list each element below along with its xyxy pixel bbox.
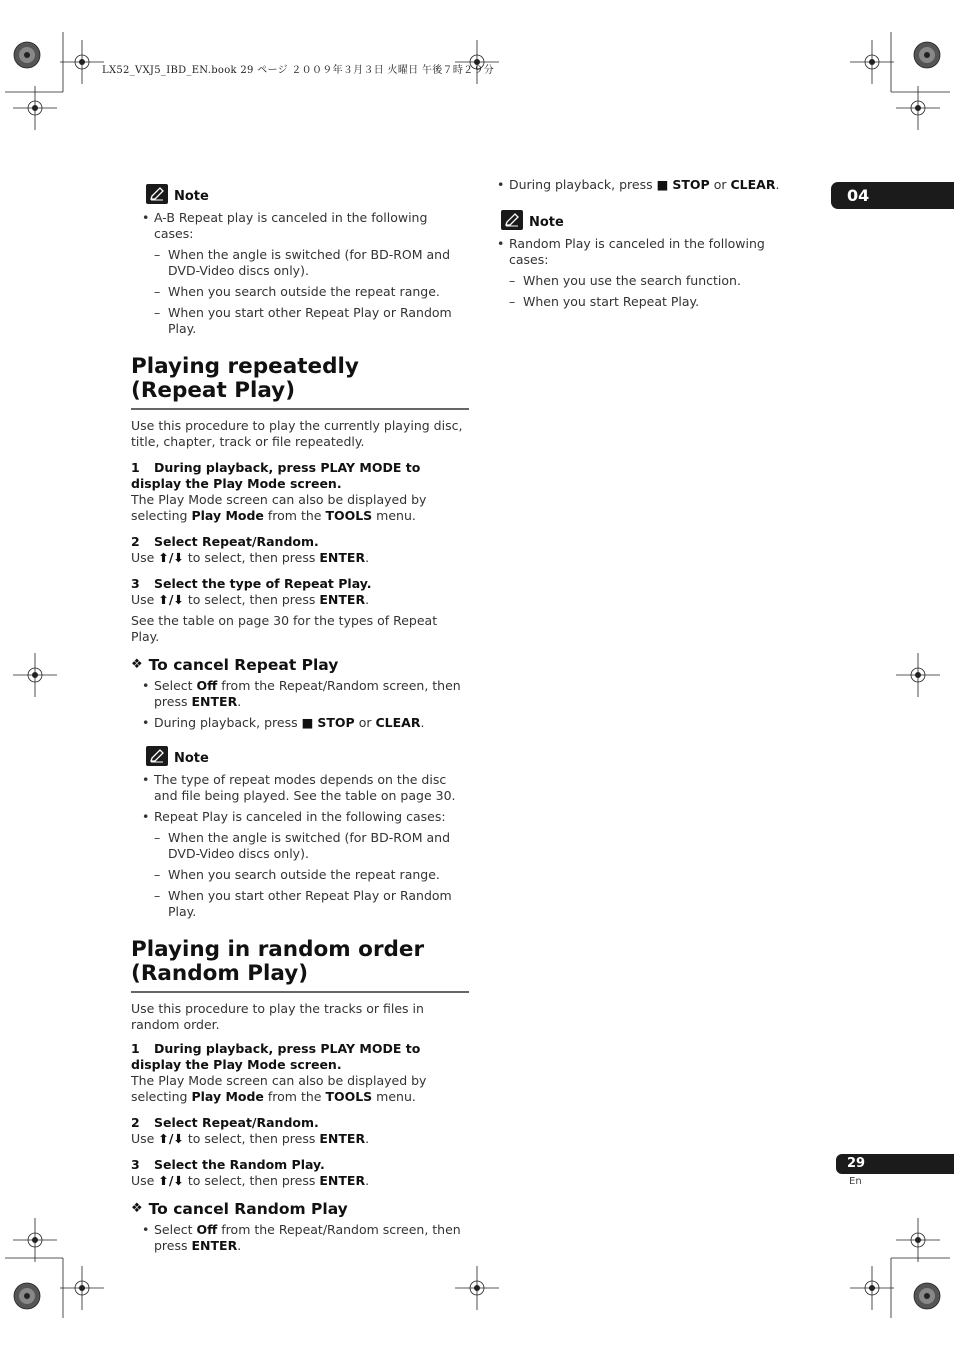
body-text: The Play Mode screen can also be displayed by selecting	[131, 1073, 427, 1104]
step-3-title	[131, 576, 469, 592]
key-name: ENTER	[191, 694, 238, 709]
list-item: – When you search outside the repeat range.	[131, 867, 469, 883]
registration-crosshair-icon	[455, 40, 499, 84]
step-3-title	[131, 1157, 469, 1173]
step-text: Select Repeat/Random.	[154, 534, 319, 549]
registration-crosshair-icon	[850, 40, 894, 84]
color-wheel-icon	[914, 42, 940, 68]
stop-square-icon: ■	[656, 177, 669, 192]
body-text: or	[709, 177, 731, 192]
list-item: – When the angle is switched (for BD-ROM and DVD-Video discs only).	[131, 830, 469, 862]
subsection-cancel-random	[131, 1201, 469, 1217]
key-name: PLAY MODE	[320, 1041, 402, 1056]
list-item: – When the angle is switched (for BD-ROM and DVD-Video discs only).	[131, 247, 469, 279]
color-wheel-icon	[14, 42, 40, 68]
step-number: 2	[131, 1115, 140, 1130]
note-dashes	[131, 247, 469, 337]
section-title-repeat	[131, 355, 469, 410]
list-item: – When you search outside the repeat range.	[131, 284, 469, 300]
title-line: Playing in random order	[131, 937, 425, 962]
step-number: 3	[131, 1157, 140, 1172]
step-text: Select the Random Play.	[154, 1157, 325, 1172]
step-3-body	[131, 1173, 469, 1189]
body-text: Use	[131, 1173, 155, 1188]
step-text: to display the Play Mode screen.	[131, 1041, 421, 1072]
subsection-title: To cancel Random Play	[148, 1200, 348, 1218]
note-label: Note	[174, 189, 209, 204]
body-text: .	[365, 1131, 370, 1146]
registration-crosshair-icon	[13, 1218, 57, 1262]
list-item: – When you start other Repeat Play or Random Play.	[131, 305, 469, 337]
up-down-arrow-icon: ⬆/⬇	[158, 592, 184, 607]
step-1-title	[131, 460, 469, 492]
step-number: 2	[131, 534, 140, 549]
list-item: – When you start Repeat Play.	[486, 294, 806, 310]
note-bullets	[486, 236, 806, 268]
language-code: En	[849, 1176, 862, 1187]
section-title-random	[131, 938, 469, 993]
step-2-body	[131, 1131, 469, 1147]
note-bullets	[131, 210, 469, 242]
body-text: Use	[131, 592, 155, 607]
body-text: from the Repeat/Random screen, then press	[154, 678, 461, 709]
registration-crosshair-icon	[896, 1218, 940, 1262]
body-text: .	[365, 550, 370, 565]
note-heading	[146, 183, 469, 205]
menu-name: TOOLS	[325, 508, 373, 523]
body-text: menu.	[372, 1089, 416, 1104]
section-intro: Use this procedure to play the tracks or files in random order.	[131, 1001, 424, 1032]
body-text: .	[365, 592, 370, 607]
body-text: .	[237, 1238, 242, 1253]
list-item: • Random Play is canceled in the following cases:	[486, 236, 806, 268]
print-header: LX52_VXJ5_IBD_EN.book 29 ページ ２００９年３月３日 火曜日 午後７時２９分	[102, 65, 495, 76]
right-top-bullets	[486, 177, 806, 193]
step-2-title	[131, 1115, 469, 1131]
cancel-random-bullets	[131, 1222, 469, 1254]
step-1-title	[131, 1041, 469, 1073]
note-bullets	[131, 772, 469, 825]
step-number: 1	[131, 1041, 140, 1056]
note-pencil-icon	[501, 210, 523, 230]
registration-crosshair-icon	[13, 653, 57, 697]
body-text: from the Repeat/Random screen, then press	[154, 1222, 461, 1253]
list-item	[131, 678, 469, 710]
body-text: .	[420, 715, 425, 730]
right-column	[496, 172, 806, 310]
key-name: CLEAR	[375, 715, 421, 730]
body-text: Use	[131, 550, 155, 565]
step-number: 1	[131, 460, 140, 475]
body-text: to select, then press	[187, 550, 316, 565]
list-item	[131, 715, 469, 731]
step-text: During playback, press	[154, 1041, 321, 1056]
key-name: ENTER	[319, 592, 366, 607]
up-down-arrow-icon: ⬆/⬇	[158, 550, 184, 565]
diamond-bullet-icon: ❖	[131, 657, 143, 672]
registration-crosshair-icon	[455, 1266, 499, 1310]
list-item: – When you use the search function.	[486, 273, 806, 289]
key-name: STOP	[672, 177, 710, 192]
note-label: Note	[174, 751, 209, 766]
note-dashes	[486, 273, 806, 310]
registration-crosshair-icon	[850, 1266, 894, 1310]
note-block-random	[496, 209, 806, 231]
body-text: Select	[154, 1222, 197, 1237]
note-label: Note	[529, 215, 564, 230]
page-number: 29	[836, 1154, 954, 1174]
step-text: to display the Play Mode screen.	[131, 460, 421, 491]
see-table-note: See the table on page 30 for the types of Repeat Play.	[131, 613, 438, 644]
key-name: ENTER	[191, 1238, 238, 1253]
key-name: ENTER	[319, 1173, 366, 1188]
title-line: (Random Play)	[131, 961, 309, 986]
section-intro: Use this procedure to play the currently playing disc, title, chapter, track or file repeatedly.	[131, 418, 463, 449]
list-item: • The type of repeat modes depends on the disc and file being played. See the table on page 30.	[131, 772, 469, 804]
step-2-title	[131, 534, 469, 550]
key-name: CLEAR	[730, 177, 776, 192]
body-text: or	[354, 715, 376, 730]
up-down-arrow-icon: ⬆/⬇	[158, 1173, 184, 1188]
body-text: from the	[263, 1089, 326, 1104]
step-text: Select the type of Repeat Play.	[154, 576, 372, 591]
chapter-tab: 04	[831, 182, 954, 209]
up-down-arrow-icon: ⬆/⬇	[158, 1131, 184, 1146]
stop-square-icon: ■	[301, 715, 314, 730]
option-name: Off	[196, 1222, 218, 1237]
body-text: to select, then press	[187, 592, 316, 607]
title-line: (Repeat Play)	[131, 378, 296, 403]
note-pencil-icon	[146, 746, 168, 766]
body-text: .	[237, 694, 242, 709]
cancel-repeat-bullets	[131, 678, 469, 731]
body-text: Select	[154, 678, 197, 693]
key-name: STOP	[317, 715, 355, 730]
menu-name: Play Mode	[191, 1089, 264, 1104]
registration-crosshair-icon	[13, 86, 57, 130]
list-item: – When you start other Repeat Play or Random Play.	[131, 888, 469, 920]
body-text: menu.	[372, 508, 416, 523]
body-text: to select, then press	[187, 1131, 316, 1146]
list-item	[131, 1222, 469, 1254]
title-line: Playing repeatedly	[131, 354, 359, 379]
step-1-body	[131, 492, 469, 524]
note-heading	[501, 209, 806, 231]
body-text: from the	[263, 508, 326, 523]
color-wheel-icon	[14, 1283, 40, 1309]
body-text: to select, then press	[187, 1173, 316, 1188]
note-heading	[146, 745, 469, 767]
note-pencil-icon	[146, 184, 168, 204]
subsection-title: To cancel Repeat Play	[148, 656, 339, 674]
note-block-ab-repeat	[131, 183, 469, 205]
body-text: .	[775, 177, 780, 192]
subsection-cancel-repeat	[131, 657, 469, 673]
body-text: Use	[131, 1131, 155, 1146]
list-item: • Repeat Play is canceled in the following cases:	[131, 809, 469, 825]
key-name: ENTER	[319, 1131, 366, 1146]
list-item	[486, 177, 806, 193]
menu-name: Play Mode	[191, 508, 264, 523]
key-name: PLAY MODE	[320, 460, 402, 475]
step-text: Select Repeat/Random.	[154, 1115, 319, 1130]
menu-name: TOOLS	[325, 1089, 373, 1104]
option-name: Off	[196, 678, 218, 693]
registration-crosshair-icon	[896, 86, 940, 130]
diamond-bullet-icon: ❖	[131, 1201, 143, 1216]
list-item: • A-B Repeat play is canceled in the following cases:	[131, 210, 469, 242]
registration-crosshair-icon	[60, 1266, 104, 1310]
left-column	[131, 183, 469, 1254]
key-name: ENTER	[319, 550, 366, 565]
color-wheel-icon	[914, 1283, 940, 1309]
step-text: During playback, press	[154, 460, 321, 475]
note-dashes	[131, 830, 469, 920]
note-block-repeat	[131, 745, 469, 767]
registration-crosshair-icon	[60, 40, 104, 84]
body-text: During playback, press	[154, 715, 302, 730]
step-3-body	[131, 592, 469, 608]
registration-crosshair-icon	[896, 653, 940, 697]
body-text: .	[365, 1173, 370, 1188]
step-2-body	[131, 550, 469, 566]
body-text: The Play Mode screen can also be displayed by selecting	[131, 492, 427, 523]
body-text: During playback, press	[509, 177, 657, 192]
step-number: 3	[131, 576, 140, 591]
step-1-body	[131, 1073, 469, 1105]
